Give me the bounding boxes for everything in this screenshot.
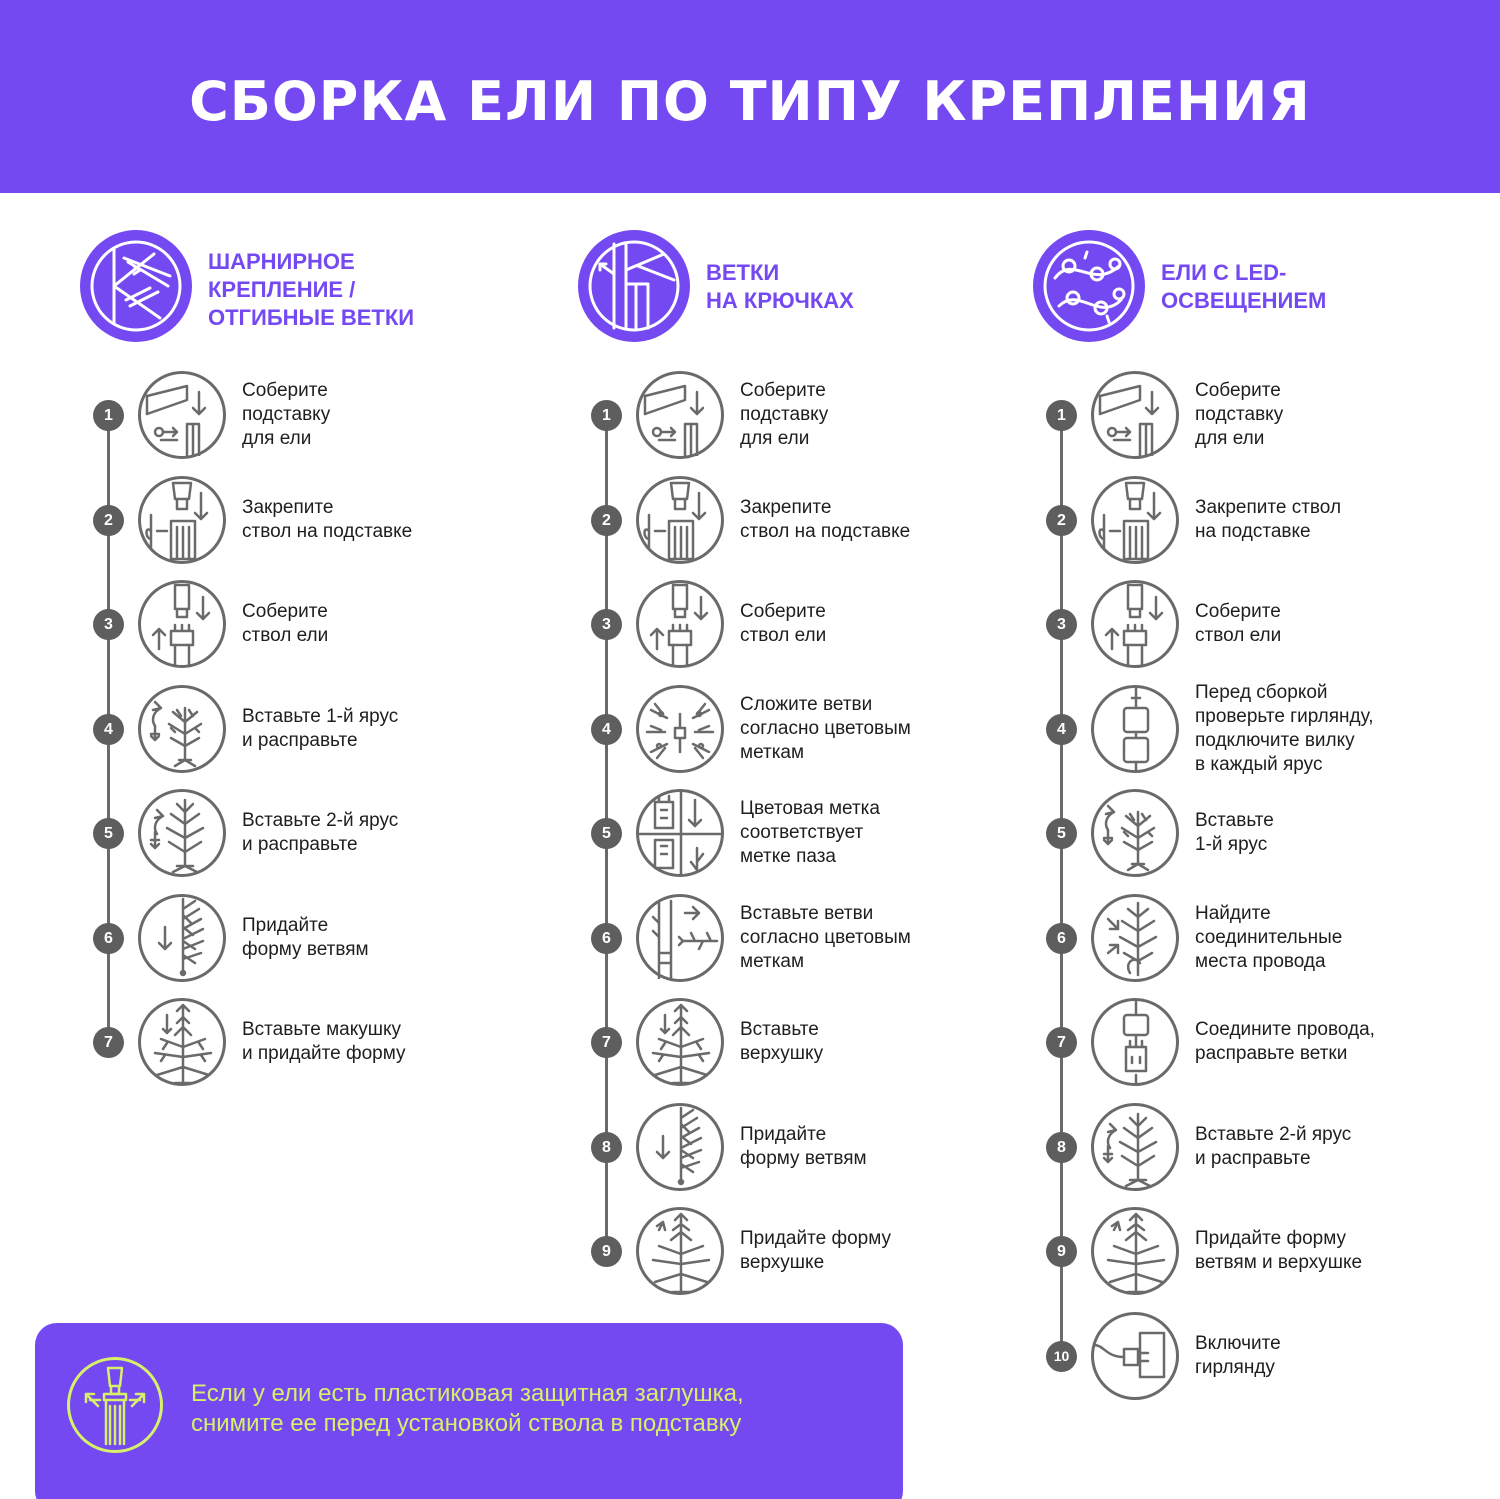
step-text-line: соответствует [740, 822, 864, 843]
step-item [578, 1206, 998, 1296]
step-number: 3 [93, 609, 124, 640]
step-item [1033, 1206, 1453, 1296]
step-number: 5 [591, 818, 622, 849]
step-text [740, 370, 990, 460]
step-text-line: и расправьте [242, 729, 358, 751]
step-number: 3 [591, 609, 622, 640]
step-number: 3 [1046, 609, 1077, 640]
trunk-in-stand-icon [1091, 476, 1179, 564]
step-text-line: Включите [1195, 1332, 1281, 1354]
top-shape-icon-graphic [639, 1210, 721, 1292]
step-text-line: в каждый ярус [1195, 753, 1323, 775]
step-item [80, 475, 500, 565]
step-text-line: Придайте [740, 1123, 827, 1145]
step-text-line: Вставьте 1-й ярус [242, 705, 399, 727]
step-number: 6 [591, 923, 622, 954]
step-text-line: Вставьте ветви [740, 902, 874, 924]
step-item [578, 788, 998, 878]
step-text-line: подставку [1195, 404, 1284, 425]
step-text [740, 1102, 990, 1192]
stand-icon [1091, 371, 1179, 459]
hook-branch-icon-graphic [578, 230, 690, 342]
step-item [1033, 579, 1453, 669]
tree-top-icon [636, 998, 724, 1086]
tier-1-icon-graphic [1094, 792, 1176, 874]
step-text-line: и придайте форму [242, 1043, 406, 1064]
trunk-in-stand-icon-graphic [141, 479, 223, 561]
stand-icon-graphic [141, 374, 223, 456]
step-number: 8 [1046, 1132, 1077, 1163]
step-item [1033, 1102, 1453, 1192]
plug-check-icon [1091, 685, 1179, 773]
step-text-line: расправьте ветки [1195, 1043, 1348, 1064]
step-text-line: для ели [1195, 428, 1265, 449]
column-title-line: ОТГИБНЫЕ ВЕТКИ [208, 305, 415, 330]
folding-branch-icon [80, 230, 192, 342]
step-item [1033, 997, 1453, 1087]
step-number: 7 [591, 1027, 622, 1058]
column-title-line: КРЕПЛЕНИЕ / [208, 277, 356, 302]
step-text-line: проверьте гирлянду, [1195, 705, 1374, 727]
step-text-line: Закрепите [242, 496, 334, 518]
step-number: 2 [591, 505, 622, 536]
column-title [706, 259, 1006, 315]
step-text [1195, 1311, 1445, 1401]
wire-joint-icon-graphic [1094, 897, 1176, 979]
step-item [578, 893, 998, 983]
step-text-line: ствол ели [1195, 625, 1282, 646]
step-text [242, 684, 492, 774]
column-title [208, 248, 508, 332]
step-number: 8 [591, 1132, 622, 1163]
step-text-line: Перед сборкой [1195, 681, 1328, 703]
step-number: 10 [1046, 1341, 1077, 1372]
step-text [740, 684, 990, 774]
column-title-line: ВЕТКИ [706, 260, 780, 285]
trunk-assembly-icon-graphic [1094, 583, 1176, 665]
trunk-in-stand-icon-graphic [1094, 479, 1176, 561]
step-text-line: Вставьте макушку [242, 1019, 401, 1040]
top-shape-icon [1091, 1207, 1179, 1295]
insert-branch-icon-graphic [639, 897, 721, 979]
column-title-line: НА КРЮЧКАХ [706, 288, 854, 313]
header-banner [0, 0, 1500, 193]
step-number: 2 [1046, 505, 1077, 536]
color-mark-icon-graphic [639, 792, 721, 874]
tree-top-icon-graphic [141, 1001, 223, 1083]
step-text-line: ствол ели [242, 625, 329, 646]
branch-shape-icon-graphic [639, 1106, 721, 1188]
step-text-line: для ели [242, 428, 312, 449]
step-text-line: 1-й ярус [1195, 834, 1268, 855]
note-line: Если у ели есть пластиковая защитная заглушка, [191, 1380, 744, 1407]
step-text [740, 579, 990, 669]
trunk-assembly-icon [138, 580, 226, 668]
wire-joint-icon [1091, 894, 1179, 982]
step-text-line: ствол на подставке [242, 520, 413, 542]
step-text [740, 997, 990, 1087]
step-item [1033, 370, 1453, 460]
trunk-assembly-icon [1091, 580, 1179, 668]
step-number: 7 [1046, 1027, 1077, 1058]
step-number: 9 [1046, 1236, 1077, 1267]
stand-icon-graphic [639, 374, 721, 456]
step-text [740, 475, 990, 565]
step-text-line: подставку [740, 404, 829, 425]
step-item [80, 684, 500, 774]
step-text-line: для ели [740, 428, 810, 449]
top-shape-icon-graphic [1094, 1210, 1176, 1292]
connect-wires-icon [1091, 998, 1179, 1086]
sort-branches-icon-graphic [639, 688, 721, 770]
step-text-line: Придайте форму [740, 1228, 891, 1249]
step-text-line: Вставьте [740, 1019, 819, 1040]
power-plug-icon [1091, 1312, 1179, 1400]
step-text [1195, 475, 1445, 565]
step-item [1033, 475, 1453, 565]
step-text-line: верхушку [740, 1043, 824, 1064]
step-item [1033, 893, 1453, 983]
trunk-in-stand-icon [636, 476, 724, 564]
led-garland-icon [1033, 230, 1145, 342]
step-item [578, 370, 998, 460]
trunk-assembly-icon-graphic [639, 583, 721, 665]
step-text-line: и расправьте [242, 834, 358, 855]
step-text [1195, 370, 1445, 460]
step-text [242, 475, 492, 565]
stand-icon [636, 371, 724, 459]
step-text-line: ветвям и верхушке [1195, 1252, 1363, 1273]
stand-icon [138, 371, 226, 459]
step-text-line: и расправьте [1195, 1147, 1311, 1169]
step-text [242, 579, 492, 669]
step-text-line: подставку [242, 404, 331, 425]
step-number: 7 [93, 1027, 124, 1058]
step-text-line: Вставьте 2-й ярус [242, 810, 399, 831]
step-item [80, 579, 500, 669]
step-text-line: места провода [1195, 950, 1326, 972]
step-text-line: Соберите [740, 601, 826, 622]
step-item [578, 475, 998, 565]
trunk-in-stand-icon-graphic [639, 479, 721, 561]
step-text [1195, 579, 1445, 669]
led-garland-icon-graphic [1033, 230, 1145, 342]
step-text-line: ствол на подставке [740, 520, 911, 542]
step-text-line: на подставке [1195, 520, 1311, 542]
stand-icon-graphic [1094, 374, 1176, 456]
step-text [1195, 1206, 1445, 1296]
step-number: 1 [93, 400, 124, 431]
tier-1-icon [138, 685, 226, 773]
step-text [1195, 788, 1445, 878]
branch-shape-icon [636, 1103, 724, 1191]
step-number: 9 [591, 1236, 622, 1267]
step-text-line: ствол ели [740, 625, 827, 646]
power-plug-icon-graphic [1094, 1315, 1176, 1397]
step-text-line: Соберите [242, 380, 328, 401]
remove-cap-icon [67, 1357, 163, 1453]
step-text [740, 788, 990, 878]
step-text-line: Вставьте 2-й ярус [1195, 1123, 1352, 1145]
step-text-line: Найдите [1195, 902, 1271, 924]
tier-2-icon-graphic [1094, 1106, 1176, 1188]
column-title-line: ЕЛИ С LED- [1161, 260, 1287, 285]
trunk-assembly-icon-graphic [141, 583, 223, 665]
step-item [1033, 681, 1453, 775]
note-text [191, 1379, 891, 1439]
step-item [80, 997, 500, 1087]
trunk-assembly-icon [636, 580, 724, 668]
page-title: СБОРКА ЕЛИ ПО ТИПУ КРЕПЛЕНИЯ [189, 70, 1311, 133]
step-number: 5 [1046, 818, 1077, 849]
connect-wires-icon-graphic [1094, 1001, 1176, 1083]
step-text-line: меткам [740, 741, 805, 763]
step-number: 4 [1046, 714, 1077, 745]
hook-branch-icon [578, 230, 690, 342]
step-item [80, 788, 500, 878]
step-text-line: Соедините провода, [1195, 1019, 1375, 1040]
step-text [1195, 681, 1445, 775]
step-text-line: Соберите [1195, 601, 1281, 622]
step-number: 6 [1046, 923, 1077, 954]
step-item [578, 997, 998, 1087]
step-text [1195, 997, 1445, 1087]
step-text-line: Сложите ветви [740, 693, 873, 715]
step-number: 5 [93, 818, 124, 849]
note-line: снимите ее перед установкой ствола в подставку [191, 1410, 742, 1437]
tier-2-icon [138, 789, 226, 877]
step-number: 4 [591, 714, 622, 745]
step-item [1033, 788, 1453, 878]
step-number: 1 [1046, 400, 1077, 431]
sort-branches-icon [636, 685, 724, 773]
step-text-line: верхушке [740, 1252, 825, 1273]
step-text [1195, 1102, 1445, 1192]
step-item [578, 1102, 998, 1192]
step-text [242, 893, 492, 983]
step-item [578, 684, 998, 774]
remove-cap-icon-graphic [70, 1360, 160, 1450]
insert-branch-icon [636, 894, 724, 982]
step-text-line: меткам [740, 950, 805, 972]
folding-branch-icon-graphic [80, 230, 192, 342]
step-text [242, 997, 492, 1087]
trunk-in-stand-icon [138, 476, 226, 564]
step-item [1033, 1311, 1453, 1401]
step-text-line: метке паза [740, 846, 836, 867]
step-text-line: Соберите [242, 601, 328, 622]
step-text-line: Закрепите [740, 496, 832, 518]
step-text [242, 788, 492, 878]
step-text [242, 370, 492, 460]
column-title-line: ОСВЕЩЕНИЕМ [1161, 288, 1327, 313]
step-text-line: Соберите [1195, 380, 1281, 401]
step-text-line: форму ветвям [740, 1147, 867, 1169]
color-mark-icon [636, 789, 724, 877]
step-text-line: Вставьте [1195, 810, 1274, 831]
step-text [740, 1206, 990, 1296]
tier-2-icon-graphic [141, 792, 223, 874]
plug-check-icon-graphic [1094, 688, 1176, 770]
step-text-line: подключите вилку [1195, 729, 1355, 751]
step-text-line: Закрепите ствол [1195, 496, 1342, 518]
step-text-line: Придайте [242, 914, 329, 936]
branch-shape-icon-graphic [141, 897, 223, 979]
step-number: 1 [591, 400, 622, 431]
step-text-line: согласно цветовым [740, 926, 911, 948]
step-item [80, 893, 500, 983]
column-title-line: ШАРНИРНОЕ [208, 249, 355, 274]
step-text-line: Цветовая метка [740, 798, 880, 819]
step-text [740, 893, 990, 983]
tree-top-icon-graphic [639, 1001, 721, 1083]
tier-2-icon [1091, 1103, 1179, 1191]
step-text-line: соединительные [1195, 926, 1343, 948]
branch-shape-icon [138, 894, 226, 982]
step-text-line: согласно цветовым [740, 717, 911, 739]
top-shape-icon [636, 1207, 724, 1295]
step-number: 2 [93, 505, 124, 536]
step-text-line: Придайте форму [1195, 1228, 1346, 1249]
step-number: 4 [93, 714, 124, 745]
step-text [1195, 893, 1445, 983]
step-text-line: гирлянду [1195, 1356, 1275, 1378]
step-text-line: форму ветвям [242, 938, 369, 960]
step-item [578, 579, 998, 669]
tier-1-icon-graphic [141, 688, 223, 770]
tree-top-icon [138, 998, 226, 1086]
tier-1-icon [1091, 789, 1179, 877]
column-title [1161, 259, 1461, 315]
step-number: 6 [93, 923, 124, 954]
step-item [80, 370, 500, 460]
note-panel [35, 1323, 903, 1499]
step-text-line: Соберите [740, 380, 826, 401]
